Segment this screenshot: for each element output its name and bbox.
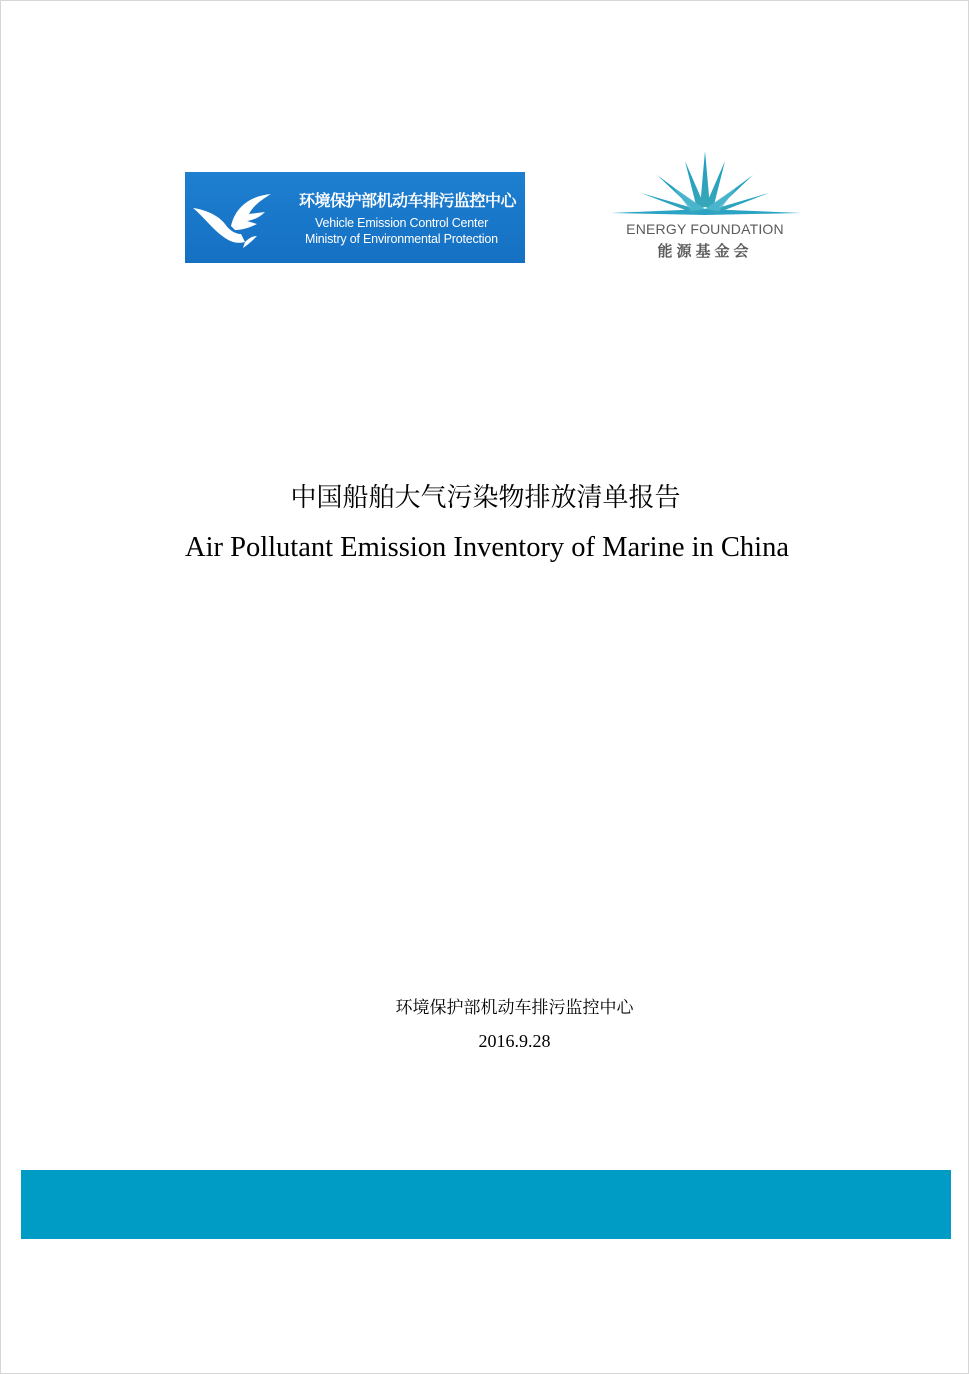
publisher-name: 环境保护部机动车排污监控中心 bbox=[395, 998, 634, 1018]
report-date: 2016.9.28 bbox=[478, 1031, 551, 1051]
ef-name-cn: 能源基金会 bbox=[657, 242, 753, 260]
report-title-cn: 中国船舶大气污染物排放清单报告 bbox=[290, 483, 681, 513]
vecc-name-en-line1: Vehicle Emission Control Center bbox=[315, 216, 489, 230]
footer-band bbox=[21, 1170, 951, 1239]
ef-starburst-logo-icon bbox=[607, 149, 803, 221]
ef-name-en: ENERGY FOUNDATION bbox=[626, 221, 784, 237]
vecc-name-en-line2: Ministry of Environmental Protection bbox=[305, 232, 498, 246]
vecc-logo bbox=[185, 172, 525, 263]
energy-foundation-logo bbox=[607, 149, 803, 264]
vecc-name-cn: 环境保护部机动车排污监控中心 bbox=[299, 191, 517, 210]
vecc-swan-logo-icon bbox=[191, 186, 273, 252]
report-title-en: Air Pollutant Emission Inventory of Marine in China bbox=[185, 532, 789, 563]
